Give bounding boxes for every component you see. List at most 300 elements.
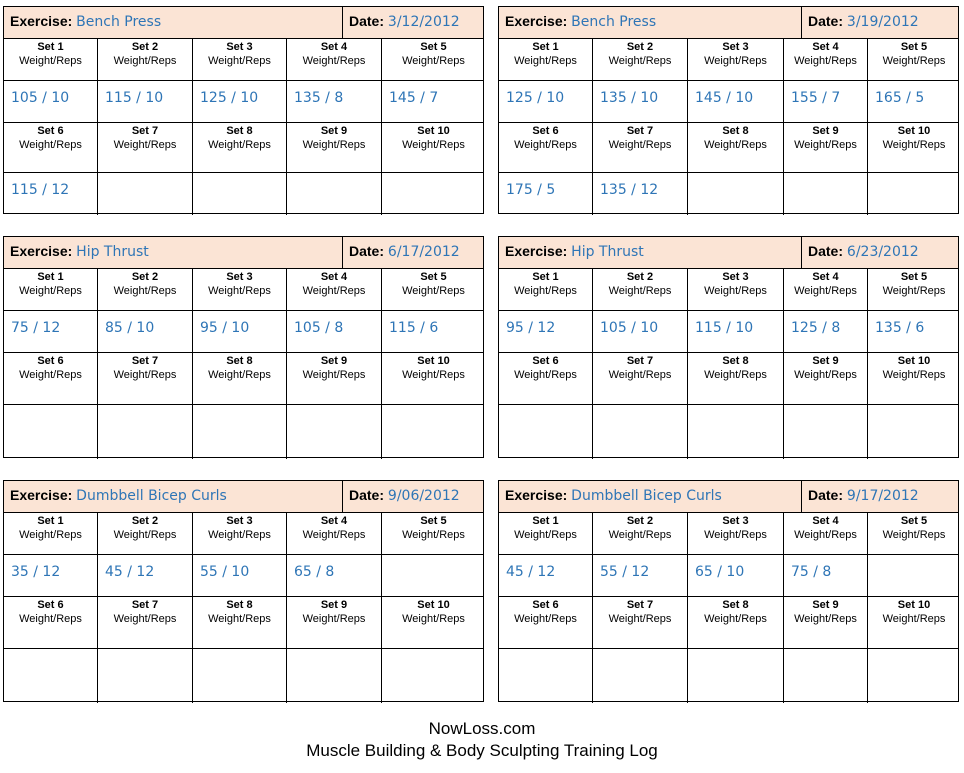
set-value-cell[interactable] xyxy=(382,649,485,703)
weight-reps-label: Weight/Reps xyxy=(794,369,857,381)
weight-reps-label: Weight/Reps xyxy=(882,369,946,381)
set-value-cell[interactable] xyxy=(784,649,868,703)
set-header-cell xyxy=(4,123,98,172)
exercise-label: Exercise: xyxy=(10,13,73,29)
set-header-cell xyxy=(98,513,193,554)
set-number: Set 6 xyxy=(532,599,559,611)
set-header-cell xyxy=(499,123,593,172)
set-value-cell[interactable] xyxy=(4,311,98,352)
weight-reps-label: Weight/Reps xyxy=(794,529,857,541)
set-header-cell xyxy=(382,39,485,80)
set-number: Set 9 xyxy=(812,599,839,611)
weight-reps-label: Weight/Reps xyxy=(302,55,366,67)
set-header-cell xyxy=(688,513,784,554)
set-value-cell[interactable] xyxy=(688,81,784,122)
set-value-cell[interactable] xyxy=(382,81,485,122)
set-value-cell[interactable] xyxy=(688,311,784,352)
set-value-cell[interactable] xyxy=(593,173,688,215)
set-value-cell[interactable] xyxy=(784,173,868,215)
set-header-cell xyxy=(193,269,287,310)
set-value: 65 / 8 xyxy=(294,564,335,580)
weight-reps-label: Weight/Reps xyxy=(608,55,672,67)
set-value-cell[interactable] xyxy=(98,81,193,122)
set-header-cell xyxy=(868,123,960,172)
set-header-cell xyxy=(784,39,868,80)
set-value-row xyxy=(4,405,483,459)
weight-reps-label: Weight/Reps xyxy=(208,285,271,297)
weight-reps-label: Weight/Reps xyxy=(19,285,82,297)
set-value: 125 / 10 xyxy=(200,90,259,106)
exercise-log xyxy=(3,236,484,458)
set-value-cell[interactable] xyxy=(287,405,382,459)
set-value-cell[interactable] xyxy=(382,405,485,459)
weight-reps-label: Weight/Reps xyxy=(208,529,271,541)
set-header-cell xyxy=(784,269,868,310)
set-value: 105 / 10 xyxy=(600,320,659,336)
set-value: 75 / 12 xyxy=(11,320,61,336)
set-header-cell xyxy=(287,269,382,310)
set-value: 45 / 12 xyxy=(105,564,155,580)
set-label-row xyxy=(4,39,483,81)
set-number: Set 4 xyxy=(812,41,839,53)
set-number: Set 4 xyxy=(812,271,839,283)
set-header-cell xyxy=(593,123,688,172)
exercise-name: Bench Press xyxy=(571,14,657,30)
set-value-cell[interactable] xyxy=(4,555,98,596)
set-number: Set 2 xyxy=(626,271,654,283)
set-header-cell xyxy=(593,39,688,80)
set-header-cell xyxy=(193,513,287,554)
set-value: 105 / 8 xyxy=(294,320,344,336)
log-header xyxy=(499,481,958,513)
set-value-cell[interactable] xyxy=(4,81,98,122)
set-value-cell[interactable] xyxy=(688,555,784,596)
set-value-cell[interactable] xyxy=(287,555,382,596)
set-value: 135 / 12 xyxy=(600,182,659,198)
set-value-cell[interactable] xyxy=(688,405,784,459)
set-header-cell xyxy=(382,269,485,310)
weight-reps-label: Weight/Reps xyxy=(514,369,577,381)
set-header-cell xyxy=(287,123,382,172)
date-label: Date: xyxy=(349,13,385,29)
set-value: 45 / 12 xyxy=(506,564,556,580)
set-header-cell xyxy=(499,39,593,80)
set-value-cell[interactable] xyxy=(593,649,688,703)
weight-reps-label: Weight/Reps xyxy=(882,55,946,67)
set-value-cell[interactable] xyxy=(593,81,688,122)
set-header-cell xyxy=(193,123,287,172)
set-header-cell xyxy=(499,513,593,554)
set-number: Set 5 xyxy=(420,271,447,283)
weight-reps-label: Weight/Reps xyxy=(19,613,82,625)
weight-reps-label: Weight/Reps xyxy=(302,529,366,541)
set-value-cell[interactable] xyxy=(593,555,688,596)
set-number: Set 4 xyxy=(320,271,348,283)
set-value-cell[interactable] xyxy=(193,405,287,459)
set-value-row xyxy=(499,649,958,703)
set-header-cell xyxy=(4,597,98,648)
weight-reps-label: Weight/Reps xyxy=(704,369,767,381)
weight-reps-label: Weight/Reps xyxy=(113,529,177,541)
set-header-cell xyxy=(593,597,688,648)
weight-reps-label: Weight/Reps xyxy=(882,139,946,151)
set-value-cell[interactable] xyxy=(382,555,485,596)
set-header-cell xyxy=(4,353,98,404)
set-header-cell xyxy=(784,513,868,554)
set-number: Set 6 xyxy=(37,125,64,137)
exercise-label: Exercise: xyxy=(10,243,73,259)
set-value-cell[interactable] xyxy=(499,555,593,596)
set-number: Set 3 xyxy=(226,515,253,527)
set-number: Set 3 xyxy=(226,271,253,283)
set-value: 75 / 8 xyxy=(791,564,832,580)
set-header-cell xyxy=(193,597,287,648)
set-value-cell[interactable] xyxy=(868,81,960,122)
set-value-cell[interactable] xyxy=(98,555,193,596)
date-field xyxy=(342,237,483,268)
set-value-cell[interactable] xyxy=(98,311,193,352)
set-header-cell xyxy=(98,353,193,404)
weight-reps-label: Weight/Reps xyxy=(19,139,82,151)
exercise-field xyxy=(10,243,149,260)
exercise-field xyxy=(505,243,644,260)
set-number: Set 7 xyxy=(626,355,654,367)
set-number: Set 6 xyxy=(532,125,559,137)
set-number: Set 9 xyxy=(320,599,348,611)
exercise-label: Exercise: xyxy=(505,13,568,29)
set-header-cell xyxy=(868,39,960,80)
set-value: 65 / 10 xyxy=(695,564,745,580)
set-header-cell xyxy=(868,597,960,648)
date-field xyxy=(342,481,483,512)
date-label: Date: xyxy=(349,243,385,259)
set-header-cell xyxy=(688,353,784,404)
set-label-row xyxy=(499,269,958,311)
set-value-cell[interactable] xyxy=(688,649,784,703)
set-value: 125 / 10 xyxy=(506,90,565,106)
set-label-row xyxy=(499,513,958,555)
set-value: 35 / 12 xyxy=(11,564,61,580)
set-number: Set 5 xyxy=(900,41,928,53)
date-value: 6/23/2012 xyxy=(846,244,919,260)
set-value-cell[interactable] xyxy=(193,311,287,352)
set-value-cell[interactable] xyxy=(499,405,593,459)
set-number: Set 10 xyxy=(897,355,931,367)
date-field xyxy=(801,481,958,512)
exercise-label: Exercise: xyxy=(505,487,568,503)
set-header-cell xyxy=(868,353,960,404)
set-header-cell xyxy=(98,39,193,80)
set-value-cell[interactable] xyxy=(287,173,382,215)
weight-reps-label: Weight/Reps xyxy=(113,55,177,67)
date-field xyxy=(342,7,483,38)
set-value-cell[interactable] xyxy=(287,649,382,703)
set-value: 85 / 10 xyxy=(105,320,155,336)
weight-reps-label: Weight/Reps xyxy=(302,613,366,625)
set-number: Set 2 xyxy=(131,41,159,53)
set-number: Set 9 xyxy=(812,125,839,137)
weight-reps-label: Weight/Reps xyxy=(514,139,577,151)
set-number: Set 6 xyxy=(37,355,64,367)
set-value-cell[interactable] xyxy=(287,81,382,122)
set-number: Set 9 xyxy=(812,355,839,367)
set-value-cell[interactable] xyxy=(868,405,960,459)
set-value: 95 / 12 xyxy=(506,320,556,336)
set-number: Set 1 xyxy=(37,515,64,527)
set-number: Set 5 xyxy=(900,271,928,283)
date-value: 6/17/2012 xyxy=(387,244,460,260)
set-number: Set 7 xyxy=(626,599,654,611)
weight-reps-label: Weight/Reps xyxy=(704,613,767,625)
set-number: Set 8 xyxy=(722,125,749,137)
weight-reps-label: Weight/Reps xyxy=(514,613,577,625)
set-value-cell[interactable] xyxy=(499,311,593,352)
exercise-label: Exercise: xyxy=(10,487,73,503)
set-value: 55 / 12 xyxy=(600,564,650,580)
set-value-cell[interactable] xyxy=(382,173,485,215)
set-number: Set 7 xyxy=(131,355,159,367)
set-label-row xyxy=(499,123,958,173)
set-value-cell[interactable] xyxy=(98,649,193,703)
set-value-row xyxy=(4,311,483,353)
set-label-row xyxy=(499,39,958,81)
exercise-name: Dumbbell Bicep Curls xyxy=(571,488,722,504)
weight-reps-label: Weight/Reps xyxy=(208,139,271,151)
set-value: 165 / 5 xyxy=(875,90,925,106)
set-label-row xyxy=(4,513,483,555)
date-label: Date: xyxy=(808,243,844,259)
weight-reps-label: Weight/Reps xyxy=(113,139,177,151)
set-value-cell[interactable] xyxy=(98,173,193,215)
exercise-log xyxy=(3,6,484,214)
set-value-cell[interactable] xyxy=(193,81,287,122)
set-header-cell xyxy=(382,513,485,554)
set-label-row xyxy=(499,597,958,649)
log-header xyxy=(4,481,483,513)
set-value-row xyxy=(499,173,958,215)
set-value-cell[interactable] xyxy=(593,311,688,352)
set-number: Set 8 xyxy=(226,599,253,611)
set-number: Set 1 xyxy=(37,271,64,283)
set-value-cell[interactable] xyxy=(499,81,593,122)
date-label: Date: xyxy=(808,13,844,29)
set-value-cell[interactable] xyxy=(287,311,382,352)
log-header xyxy=(4,237,483,269)
set-value-cell[interactable] xyxy=(4,649,98,703)
set-header-cell xyxy=(868,513,960,554)
set-header-cell xyxy=(382,597,485,648)
set-number: Set 8 xyxy=(722,355,749,367)
date-field xyxy=(801,237,958,268)
set-value-cell[interactable] xyxy=(193,555,287,596)
weight-reps-label: Weight/Reps xyxy=(402,285,465,297)
set-value-cell[interactable] xyxy=(784,555,868,596)
set-header-cell xyxy=(287,597,382,648)
set-value-cell[interactable] xyxy=(868,649,960,703)
date-label: Date: xyxy=(349,487,385,503)
set-number: Set 9 xyxy=(320,355,348,367)
set-header-cell xyxy=(784,597,868,648)
weight-reps-label: Weight/Reps xyxy=(882,613,946,625)
weight-reps-label: Weight/Reps xyxy=(514,529,577,541)
set-header-cell xyxy=(688,39,784,80)
weight-reps-label: Weight/Reps xyxy=(608,139,672,151)
exercise-field xyxy=(505,487,722,504)
set-value: 105 / 10 xyxy=(11,90,70,106)
set-number: Set 7 xyxy=(131,599,159,611)
set-value-cell[interactable] xyxy=(688,173,784,215)
set-value-row xyxy=(4,649,483,703)
set-header-cell xyxy=(688,269,784,310)
set-header-cell xyxy=(98,269,193,310)
set-value-cell[interactable] xyxy=(499,173,593,215)
set-value-cell[interactable] xyxy=(193,173,287,215)
weight-reps-label: Weight/Reps xyxy=(208,369,271,381)
weight-reps-label: Weight/Reps xyxy=(608,613,672,625)
set-number: Set 6 xyxy=(532,355,559,367)
set-header-cell xyxy=(4,39,98,80)
weight-reps-label: Weight/Reps xyxy=(704,529,767,541)
set-value: 95 / 10 xyxy=(200,320,250,336)
set-header-cell xyxy=(193,39,287,80)
set-header-cell xyxy=(688,597,784,648)
set-number: Set 10 xyxy=(417,355,450,367)
log-header xyxy=(499,237,958,269)
set-header-cell xyxy=(98,597,193,648)
set-value-row xyxy=(499,555,958,597)
set-number: Set 10 xyxy=(897,125,931,137)
weight-reps-label: Weight/Reps xyxy=(19,369,82,381)
set-header-cell xyxy=(688,123,784,172)
weight-reps-label: Weight/Reps xyxy=(704,139,767,151)
set-number: Set 7 xyxy=(131,125,159,137)
set-value-cell[interactable] xyxy=(593,405,688,459)
set-value: 135 / 8 xyxy=(294,90,344,106)
weight-reps-label: Weight/Reps xyxy=(302,285,366,297)
weight-reps-label: Weight/Reps xyxy=(208,613,271,625)
set-value: 135 / 10 xyxy=(600,90,659,106)
exercise-name: Bench Press xyxy=(76,14,162,30)
set-value-cell[interactable] xyxy=(193,649,287,703)
weight-reps-label: Weight/Reps xyxy=(794,613,857,625)
exercise-name: Hip Thrust xyxy=(571,244,644,260)
weight-reps-label: Weight/Reps xyxy=(402,369,465,381)
weight-reps-label: Weight/Reps xyxy=(113,369,177,381)
set-value-cell[interactable] xyxy=(868,173,960,215)
exercise-field xyxy=(10,13,161,30)
log-header xyxy=(499,7,958,39)
footer-site: NowLoss.com xyxy=(428,719,536,738)
weight-reps-label: Weight/Reps xyxy=(514,55,577,67)
set-header-cell xyxy=(499,269,593,310)
set-value: 135 / 6 xyxy=(875,320,925,336)
weight-reps-label: Weight/Reps xyxy=(19,529,82,541)
set-value: 125 / 8 xyxy=(791,320,841,336)
set-number: Set 6 xyxy=(37,599,64,611)
set-number: Set 4 xyxy=(320,515,348,527)
set-number: Set 1 xyxy=(532,271,559,283)
weight-reps-label: Weight/Reps xyxy=(113,613,177,625)
set-value: 155 / 7 xyxy=(791,90,841,106)
set-value-cell[interactable] xyxy=(98,405,193,459)
set-header-cell xyxy=(382,123,485,172)
set-header-cell xyxy=(287,353,382,404)
set-value-cell[interactable] xyxy=(784,81,868,122)
set-number: Set 4 xyxy=(320,41,348,53)
exercise-name: Hip Thrust xyxy=(76,244,149,260)
set-number: Set 8 xyxy=(226,355,253,367)
weight-reps-label: Weight/Reps xyxy=(514,285,577,297)
weight-reps-label: Weight/Reps xyxy=(302,139,366,151)
set-number: Set 5 xyxy=(900,515,928,527)
set-header-cell xyxy=(193,353,287,404)
set-number: Set 3 xyxy=(226,41,253,53)
set-value-cell[interactable] xyxy=(499,649,593,703)
set-label-row xyxy=(4,269,483,311)
set-value-row xyxy=(499,81,958,123)
set-header-cell xyxy=(4,513,98,554)
weight-reps-label: Weight/Reps xyxy=(794,285,857,297)
exercise-log xyxy=(498,480,959,702)
exercise-name: Dumbbell Bicep Curls xyxy=(76,488,227,504)
set-value-cell[interactable] xyxy=(868,555,960,596)
set-number: Set 4 xyxy=(812,515,839,527)
weight-reps-label: Weight/Reps xyxy=(704,55,767,67)
set-number: Set 7 xyxy=(626,125,654,137)
set-number: Set 2 xyxy=(131,515,159,527)
set-value-cell[interactable] xyxy=(4,173,98,215)
set-value-row xyxy=(4,555,483,597)
set-value-row xyxy=(499,311,958,353)
set-value: 115 / 10 xyxy=(105,90,164,106)
date-value: 3/19/2012 xyxy=(846,14,919,30)
set-number: Set 2 xyxy=(131,271,159,283)
weight-reps-label: Weight/Reps xyxy=(302,369,366,381)
set-header-cell xyxy=(499,353,593,404)
set-value: 175 / 5 xyxy=(506,182,556,198)
log-header xyxy=(4,7,483,39)
set-value: 115 / 12 xyxy=(11,182,70,198)
set-number: Set 5 xyxy=(420,41,447,53)
set-number: Set 10 xyxy=(417,599,450,611)
set-header-cell xyxy=(593,513,688,554)
set-value-cell[interactable] xyxy=(382,311,485,352)
set-value-cell[interactable] xyxy=(868,311,960,352)
exercise-log xyxy=(498,6,959,214)
set-number: Set 1 xyxy=(532,515,559,527)
set-value: 145 / 7 xyxy=(389,90,439,106)
set-number: Set 9 xyxy=(320,125,348,137)
weight-reps-label: Weight/Reps xyxy=(113,285,177,297)
exercise-field xyxy=(505,13,656,30)
set-value-row xyxy=(4,81,483,123)
set-value-cell[interactable] xyxy=(784,405,868,459)
set-header-cell xyxy=(287,513,382,554)
weight-reps-label: Weight/Reps xyxy=(794,55,857,67)
set-header-cell xyxy=(784,123,868,172)
date-label: Date: xyxy=(808,487,844,503)
weight-reps-label: Weight/Reps xyxy=(704,285,767,297)
date-value: 9/17/2012 xyxy=(846,488,919,504)
set-value-cell[interactable] xyxy=(4,405,98,459)
set-header-cell xyxy=(382,353,485,404)
set-value: 115 / 10 xyxy=(695,320,754,336)
set-value-cell[interactable] xyxy=(784,311,868,352)
date-field xyxy=(801,7,958,38)
weight-reps-label: Weight/Reps xyxy=(882,529,946,541)
weight-reps-label: Weight/Reps xyxy=(402,613,465,625)
weight-reps-label: Weight/Reps xyxy=(402,55,465,67)
